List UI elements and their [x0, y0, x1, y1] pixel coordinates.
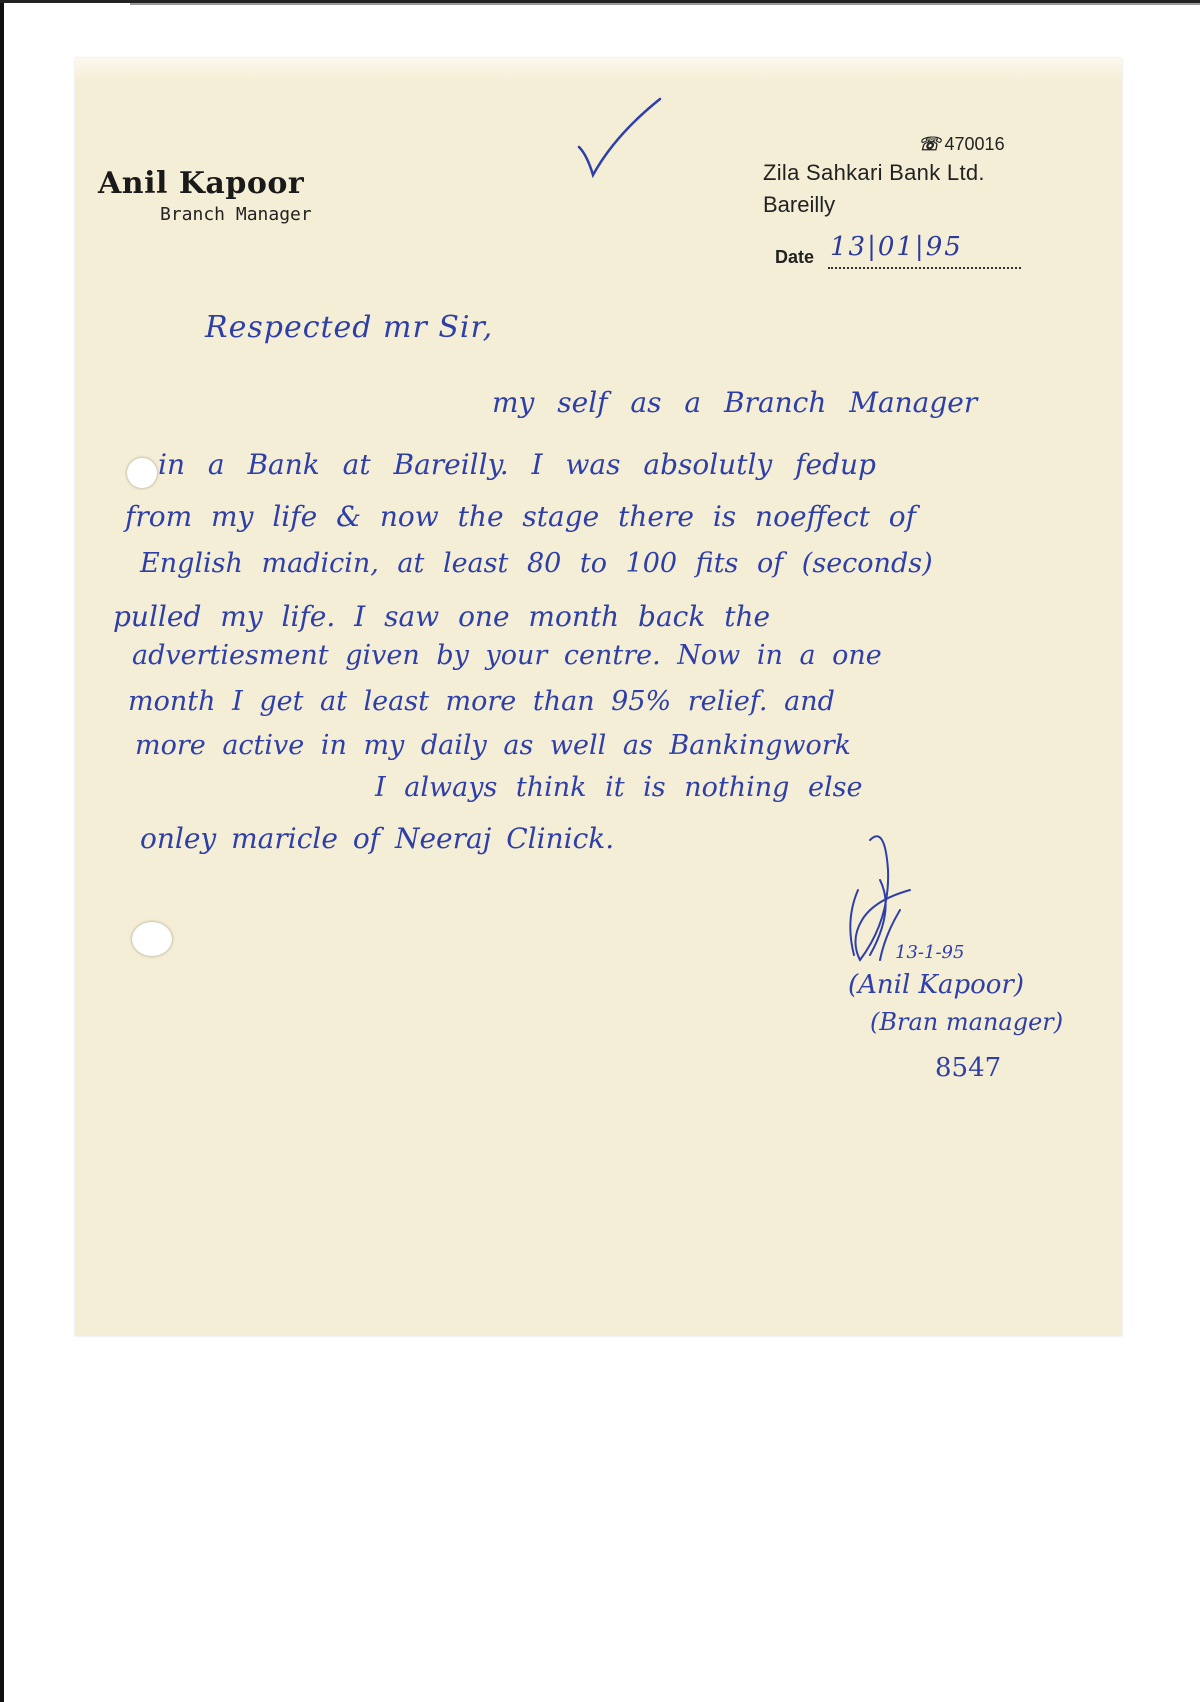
bank-name: Zila Sahkari Bank Ltd. [763, 160, 985, 185]
letter-line: onley maricle of Neeraj Clinick. [140, 822, 615, 855]
salutation: Respected mr Sir, [205, 310, 494, 345]
phone-number [918, 134, 1005, 155]
letter-line: from my life & now the stage there is noeffect of [125, 500, 916, 533]
letter-line: in a Bank at Bareilly. I was absolutly fedup [158, 448, 876, 481]
punch-hole [132, 922, 172, 956]
punch-hole [127, 458, 157, 488]
reference-number: 8547 [935, 1053, 1002, 1083]
check-mark-icon [575, 95, 665, 180]
letter-line: more active in my daily as well as Bankingwork [135, 730, 852, 761]
letter-line: advertiesment given by your centre. Now in a one [132, 640, 882, 671]
date-value: 13|01|95 [830, 232, 963, 262]
letter-line: I always think it is nothing else [375, 772, 863, 803]
paper-fold [75, 58, 1122, 82]
letterhead-name: Anil Kapoor [98, 166, 305, 201]
signature-date: 13-1-95 [895, 942, 965, 963]
scan-edge-shadow [130, 3, 1200, 5]
letter-line: pulled my life. I saw one month back the [113, 600, 771, 633]
letter-line: month I get at least more than 95% relief. and [128, 686, 835, 717]
date-label: Date [775, 247, 815, 267]
signature-name: (Anil Kapoor) [848, 970, 1025, 1000]
signature-title: (Bran manager) [870, 1008, 1064, 1036]
letter-line: English madicin, at least 80 to 100 fits of (seconds) [140, 548, 933, 579]
letterhead-title: Branch Manager [160, 204, 312, 225]
letter-line: my self as a Branch Manager [492, 386, 978, 419]
phone-value: 470016 [944, 134, 1005, 154]
phone-icon: ☏ [918, 134, 941, 154]
scan-edge-left [0, 0, 4, 1702]
bank-city: Bareilly [763, 192, 836, 217]
